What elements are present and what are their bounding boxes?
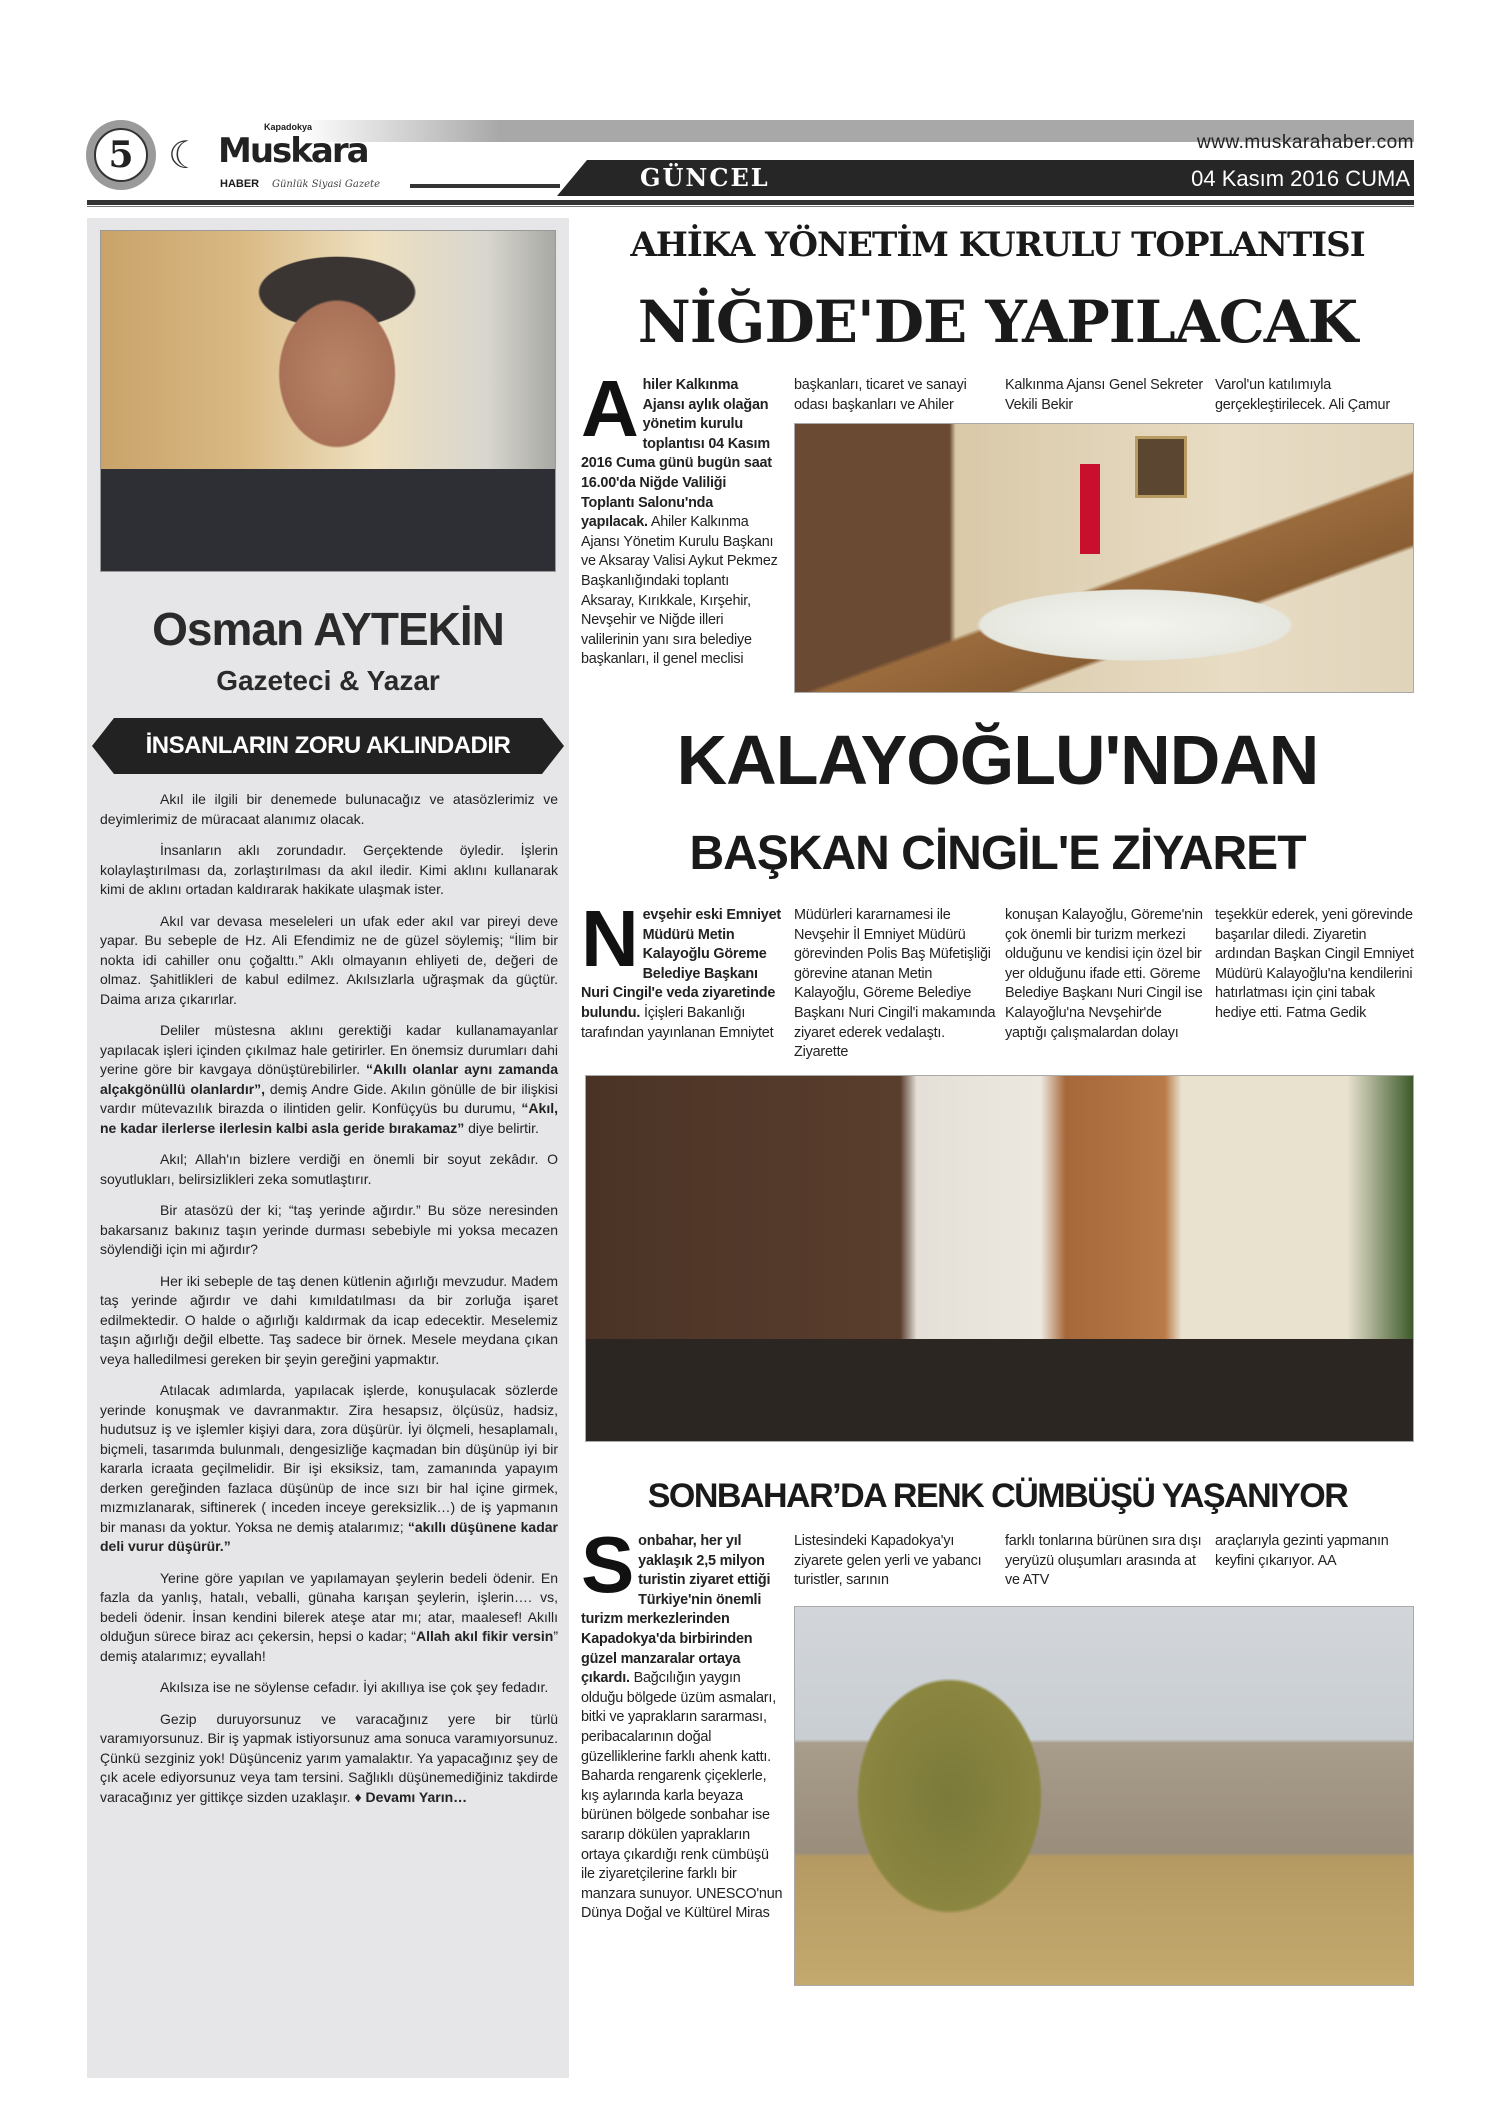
drop-cap: A — [581, 364, 639, 453]
text: Deliler müstesna aklını gerektiği kadar kullanamayanlar yapılacak işleri içinden çıkılmaz hale getirirler. En önemsiz durumları dahi yerine göre bir kavgaya dönüştürebilirler. — [100, 1022, 558, 1077]
quote: “Akıllı olanlar aynı zamanda alçakgönüllü olanlardır”, — [100, 1061, 559, 1097]
header-rule — [87, 200, 1414, 205]
paragraph — [100, 1381, 558, 1557]
article3-col1 — [581, 1520, 783, 1924]
drop-cap: S — [581, 1520, 635, 1609]
text: Atılacak adımlarda, yapılacak işlerde, konuşulacak sözlerde yerinde konuşmak ve davranmaktır. Zira hesapsız, ölçüsüz, hadsiz, hudutsuz iş ve işlemler kişiyi dara, zora düşürür. İyi ölçmeli, hesaplamalı, biçmeli, tasarımda bulunmalı, dengesizliğe kaçmadan bin düşünüp iyi bir kararla icraata geçilmelidir. Bir işi eksiksiz, tam, zamanında yapayım derken gereğinden fazlaca düşünüp de ince sızı bir hal içine girmek, mızmızlanarak, siftinerek ( inceden inceye gereksizlik…) de iş yapmanın bir manası da yoktur. Yoksa ne demiş atalarımız; — [100, 1382, 558, 1535]
lead: onbahar, her yıl yaklaşık 2,5 milyon turistin ziyaret ettiği Türkiye'nin önemli turizm merkezlerinden Kapadokya'da birbirinden güzel manzaralar ortaya çıkardı. — [581, 1533, 771, 1687]
portrait-frame — [1135, 436, 1187, 498]
article2-headline-top: KALAYOĞLU'NDAN — [676, 721, 1319, 799]
column-title: İNSANLARIN ZORU AKLINDADIR — [145, 732, 511, 759]
website-url[interactable]: www.muskarahaber.com — [1197, 132, 1414, 153]
body: Bağcılığın yaygın olduğu bölgede üzüm asmaları, bitki ve yaprakların sararması, peribacalarının doğal güzelliklerine farklı ahenk kattı. Baharda rengarenk çiçeklerle, kış aylarında karla beyaza bürünen bölgede sonbahar ise sararıp dökülen yaprakların ortaya çıkardığı renk cümbüşü ile ziyaretçilerine farklı bir manzara sunuyor. UNESCO'nun Dünya Doğal ve Kültürel Miras — [581, 1670, 783, 1922]
article3-col4: araçlarıyla gezinti yapmanın keyfini çıkarıyor. AA — [1215, 1533, 1389, 1569]
header-divider — [410, 184, 560, 188]
paragraph: İnsanların aklı zorundadır. Gerçektende öyledir. İşlerin kolaylaştırılması da, zorlaştırılması da akıl iledir. Kimi aklını kullanarak kimi de aklını ortadan kaldırarak hakikate ulaşmak ister. — [100, 842, 558, 897]
office-visit-photo — [585, 1075, 1414, 1442]
paragraph: Bir atasözü der ki; “taş yerinde ağırdır.” Bu söze neresinden bakarsanız bakınız taşın yerinde durması sebebiyle mi yoksa mecazen söylendiği için mi ağırdır? — [100, 1202, 558, 1257]
paragraph: Akıl var devasa meseleleri un ufak eder akıl var pireyi deve yapar. Bu sebeple de Hz. Ali Efendimiz ne de güzel söylemiş; “İlim bir nokta idi cahiller onu çoğalttı.” Aklı olmayanın ehliyeti de, değeri de olmaz. Şahitlikleri de kabul edilmez. Akılsızlarla uğraşmak da güçtür. Daima arıza çıkarırlar. — [100, 912, 558, 1007]
paragraph: Her iki sebeple de taş denen kütlenin ağırlığı mevzudur. Madem taş yerinde ağırdır ve dahi kımıldatılması da bir zorluğa işaret edilmektedir. O halde o ağırlığı kaldırmak da icap edecektir. Meselemiz taşın ağırlığı değil elbette. Taş sadece bir örnek. Mesele meydana çıkan veya halledilmesi gereken bir şeyin gereğini yapmaktır. — [100, 1272, 558, 1367]
opinion-body — [100, 790, 558, 1819]
logo-name: Muskara — [218, 131, 368, 171]
text: diye belirtir. — [464, 1119, 539, 1136]
article2-col2: Müdürleri kararnamesi ile Nevşehir İl Emniyet Müdürü görevinden Polis Baş Müfetişliği görevine atanan Metin Kalayoğlu, Göreme Belediye Başkanı Nuri Cingil'i makamında ziyaret ederek vedalaştı. Ziyarette — [794, 907, 996, 1061]
article3-headline: SONBAHAR’DA RENK CÜMBÜŞÜ YAŞANIYOR — [647, 1477, 1348, 1515]
text: Gezip duruyorsunuz ve varacağınız yere bir türlü varamıyorsunuz. Bir iş yapmak istiyorsunuz ama sonuca varamıyorsunuz. Çünkü sezginiz yok! Düşünceniz yarım yamalaktır. Ya yapacağınız şey de çık acele ediyorsunuz veya tam tersini. Sağlıklı düşünemediğiniz takdirde varacağınız yer gittikçe sizden uzaklaşır. — [100, 1710, 558, 1805]
article2-headline-main: BAŞKAN CİNGİL'E ZİYARET — [689, 827, 1306, 880]
cappadocia-landscape-photo — [794, 1606, 1414, 1986]
author-role: Gazeteci & Yazar — [216, 665, 440, 696]
paragraph: Akıl; Allah'ın bizlere verdiği en önemli bir soyut zekâdır. O soyutlukları, belirsizlikleri zeka somutlaştırır. — [100, 1151, 558, 1187]
text: demiş Andre Gide. Akılın gönülle de bir ilişkisi vardır mütevazılık birazda o ilintiden gelir. Konfüçyüs bu durumu, — [100, 1080, 558, 1116]
continued-tomorrow: ♦ Devamı Yarın… — [354, 1788, 468, 1805]
section-name: GÜNCEL — [640, 163, 770, 192]
logo-haber: HABER — [220, 178, 260, 190]
text: ” demiş atalarımız; eyvallah! — [100, 1628, 559, 1664]
article1-col3: Kalkınma Ajansı Genel Sekreter Vekili Bekir — [1005, 377, 1203, 413]
article3-col2: Listesindeki Kapadokya'yı ziyarete gelen yerli ve yabancı turistler, sarının — [794, 1533, 982, 1589]
logo-slogan: Günlük Siyasi Gazete — [272, 179, 380, 190]
newspaper-logo — [168, 122, 408, 196]
flag — [1080, 464, 1100, 554]
paragraph — [100, 1021, 558, 1138]
body: Ahiler Kalkınma Ajansı Yönetim Kurulu Başkanı ve Aksaray Valisi Aykut Pekmez Başkanlığındaki toplantı Aksaray, Kırıkkale, Kırşehir, Nevşehir ve Niğde illeri valilerinin yanı sıra belediye başkanları, il genel meclisi — [581, 514, 778, 668]
lead: evşehir eski Emniyet Müdürü Metin Kalayoğlu Göreme Belediye Başkanı Nuri Cingil'e veda ziyaretinde bulundu. — [581, 907, 781, 1021]
paragraph — [100, 1569, 558, 1667]
text: Yerine göre yapılan ve yapılamayan şeylerin bedeli ödenir. En fazla da yanlış, hatalı, veballi, günaha karışan şeylerin, işlerin…. vs, bedeli ödenir. İnsan kendini bilerek ateşe atar mı; atar, maalesef! Akıllı olduğun sürece biraz acı çekersin, hepsi o kadar; “ — [100, 1569, 558, 1644]
article1-col4: Varol'un katılımıyla gerçekleştirilecek. Ali Çamur — [1215, 377, 1390, 413]
body: İçişleri Bakanlığı tarafından yayınlanan Emniytet — [581, 1004, 774, 1041]
logo-swoosh-icon: ☾ — [168, 135, 203, 177]
author-photo — [100, 230, 556, 572]
article2-col4: teşekkür ederek, yeni görevinde başarılar diledi. Ziyaretin ardından Başkan Cingil Emniyet Müdürü Kalayoğlu'na kendilerini hatırlatması için çini tabak hediye etti. Fatma Gedik — [1215, 907, 1414, 1021]
article1-headline-main: NİĞDE'DE YAPILACAK — [637, 288, 1358, 356]
paragraph — [100, 1710, 558, 1808]
header-rule-thin — [87, 206, 1414, 207]
article1-headline-top: AHİKA YÖNETİM KURULU TOPLANTISI — [630, 225, 1365, 265]
quote: “Akıl, ne kadar ilerlerse ilerlesin kalbi asla geride bırakamaz” — [100, 1100, 558, 1136]
issue-date: 04 Kasım 2016 CUMA — [1191, 166, 1410, 191]
drop-cap: N — [581, 894, 639, 983]
lead: hiler Kalkınma Ajansı aylık olağan yönetim kurulu toplantısı 04 Kasım 2016 Cuma günü bugün saat 16.00'da Niğde Valiliği Toplantı Salonu'nda yapılacak. — [581, 377, 772, 531]
article2-col3: konuşan Kalayoğlu, Göreme'nin çok önemli bir turizm merkezi olduğunu ve kendisi için özel bir yer olduğunu ifade etti. Göreme Belediye Başkanı Nuri Cingil ise Kalayoğlu'na Nevşehir'de yaptığı çalışmalardan dolayı — [1005, 907, 1203, 1041]
article3-col3: farklı tonlarına bürünen sıra dışı yeryüzü oluşumları arasında at ve ATV — [1005, 1533, 1202, 1589]
quote: Allah akıl fikir versin — [415, 1628, 554, 1644]
paragraph: Akılsıza ise ne söylense cefadır. İyi akıllıya ise çok şey fedadır. — [160, 1679, 549, 1695]
paragraph: Akıl ile ilgili bir denemede bulunacağız ve atasözlerimiz ve deyimlerimiz de müracaat alanımız olacak. — [100, 791, 558, 827]
page-number: 5 — [94, 128, 148, 182]
article2-col1 — [581, 894, 783, 1043]
meeting-photo — [794, 423, 1414, 693]
article1-col1 — [581, 364, 783, 670]
page-number-badge — [86, 120, 156, 190]
quote: “akıllı düşünene kadar deli vurur düşürür.” — [100, 1518, 558, 1554]
author-name: Osman AYTEKİN — [152, 603, 504, 655]
logo-kapadokya: Kapadokya — [264, 122, 313, 132]
article1-col2: başkanları, ticaret ve sanayi odası başkanları ve Ahiler — [794, 377, 967, 413]
